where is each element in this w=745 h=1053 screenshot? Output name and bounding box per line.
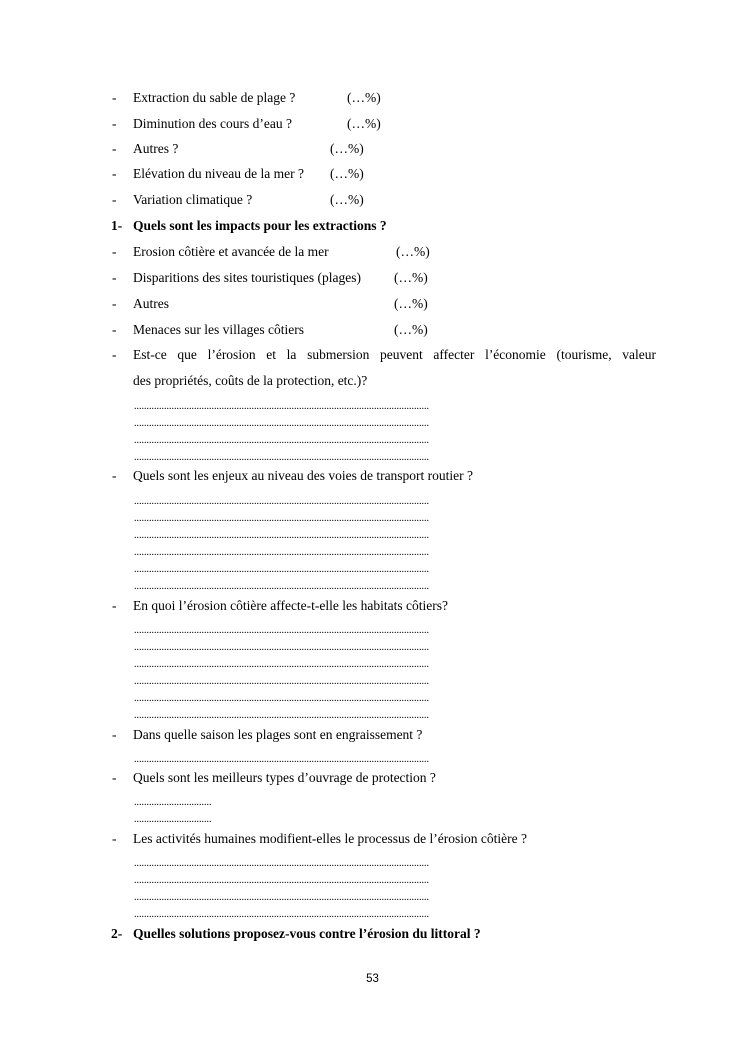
question-text: En quoi l’érosion côtière affecte-t-elle les habitats côtiers? xyxy=(133,598,448,613)
answer-line[interactable]: ...................................................................................................................... xyxy=(134,581,429,592)
cause-label: Variation climatique ? xyxy=(133,192,253,207)
bullet-dash: - xyxy=(112,468,117,483)
bullet-dash: - xyxy=(112,347,117,362)
percent-blank[interactable]: (…%) xyxy=(330,166,364,181)
question-text: Les activités humaines modifient-elles le processus de l’érosion côtière ? xyxy=(133,831,527,846)
impact-label: Menaces sur les villages côtiers xyxy=(133,322,304,337)
percent-blank[interactable]: (…%) xyxy=(396,244,430,259)
impact-label: Autres xyxy=(133,296,169,311)
question-text: Dans quelle saison les plages sont en engraissement ? xyxy=(133,727,423,742)
answer-line[interactable]: ...................................................................................................................... xyxy=(134,547,429,558)
answer-line[interactable]: ...................................................................................................................... xyxy=(134,513,429,524)
bullet-dash: - xyxy=(112,116,117,131)
section-title: Quels sont les impacts pour les extractions ? xyxy=(133,218,387,233)
section-number: 2- xyxy=(111,926,123,941)
question-text: Quels sont les enjeux au niveau des voies de transport routier ? xyxy=(133,468,474,483)
bullet-dash: - xyxy=(112,598,117,613)
cause-label: Autres ? xyxy=(133,141,179,156)
bullet-dash: - xyxy=(112,192,117,207)
bullet-dash: - xyxy=(112,270,117,285)
answer-line[interactable]: ...................................................................................................................... xyxy=(134,452,429,463)
answer-line[interactable]: ...................................................................................................................... xyxy=(134,754,429,765)
percent-blank[interactable]: (…%) xyxy=(394,322,428,337)
answer-line[interactable]: ...................................................................................................................... xyxy=(134,892,429,903)
section-title: Quelles solutions proposez-vous contre l’érosion du littoral ? xyxy=(133,926,481,941)
answer-line-short[interactable]: ............................... xyxy=(134,814,212,825)
impact-label: Disparitions des sites touristiques (plages) xyxy=(133,270,361,285)
bullet-dash: - xyxy=(112,831,117,846)
bullet-dash: - xyxy=(112,296,117,311)
question-text: des propriétés, coûts de la protection, etc.)? xyxy=(133,373,368,388)
cause-label: Diminution des cours d’eau ? xyxy=(133,116,292,131)
answer-line[interactable]: ...................................................................................................................... xyxy=(134,418,429,429)
answer-line[interactable]: ...................................................................................................................... xyxy=(134,676,429,687)
answer-line[interactable]: ...................................................................................................................... xyxy=(134,625,429,636)
cause-label: Extraction du sable de plage ? xyxy=(133,90,296,105)
bullet-dash: - xyxy=(112,770,117,785)
section-number: 1- xyxy=(111,218,123,233)
cause-label: Elévation du niveau de la mer ? xyxy=(133,166,304,181)
percent-blank[interactable]: (…%) xyxy=(394,270,428,285)
bullet-dash: - xyxy=(112,166,117,181)
answer-line[interactable]: ...................................................................................................................... xyxy=(134,858,429,869)
answer-line[interactable]: ...................................................................................................................... xyxy=(134,401,429,412)
impact-label: Erosion côtière et avancée de la mer xyxy=(133,244,329,259)
answer-line[interactable]: ...................................................................................................................... xyxy=(134,435,429,446)
bullet-dash: - xyxy=(112,322,117,337)
question-text: Est-ce que l’érosion et la submersion peuvent affecter l’économie (tourisme, valeur xyxy=(133,347,656,362)
percent-blank[interactable]: (…%) xyxy=(347,90,381,105)
percent-blank[interactable]: (…%) xyxy=(394,296,428,311)
answer-line[interactable]: ...................................................................................................................... xyxy=(134,875,429,886)
answer-line[interactable]: ...................................................................................................................... xyxy=(134,642,429,653)
answer-line[interactable]: ...................................................................................................................... xyxy=(134,710,429,721)
answer-line[interactable]: ...................................................................................................................... xyxy=(134,530,429,541)
answer-line-short[interactable]: ............................... xyxy=(134,797,212,808)
bullet-dash: - xyxy=(112,244,117,259)
page-number: 53 xyxy=(366,973,379,985)
answer-line[interactable]: ...................................................................................................................... xyxy=(134,659,429,670)
percent-blank[interactable]: (…%) xyxy=(330,192,364,207)
bullet-dash: - xyxy=(112,141,117,156)
percent-blank[interactable]: (…%) xyxy=(347,116,381,131)
bullet-dash: - xyxy=(112,90,117,105)
bullet-dash: - xyxy=(112,727,117,742)
question-text: Quels sont les meilleurs types d’ouvrage de protection ? xyxy=(133,770,436,785)
answer-line[interactable]: ...................................................................................................................... xyxy=(134,693,429,704)
answer-line[interactable]: ...................................................................................................................... xyxy=(134,909,429,920)
percent-blank[interactable]: (…%) xyxy=(330,141,364,156)
answer-line[interactable]: ...................................................................................................................... xyxy=(134,496,429,507)
answer-line[interactable]: ...................................................................................................................... xyxy=(134,564,429,575)
